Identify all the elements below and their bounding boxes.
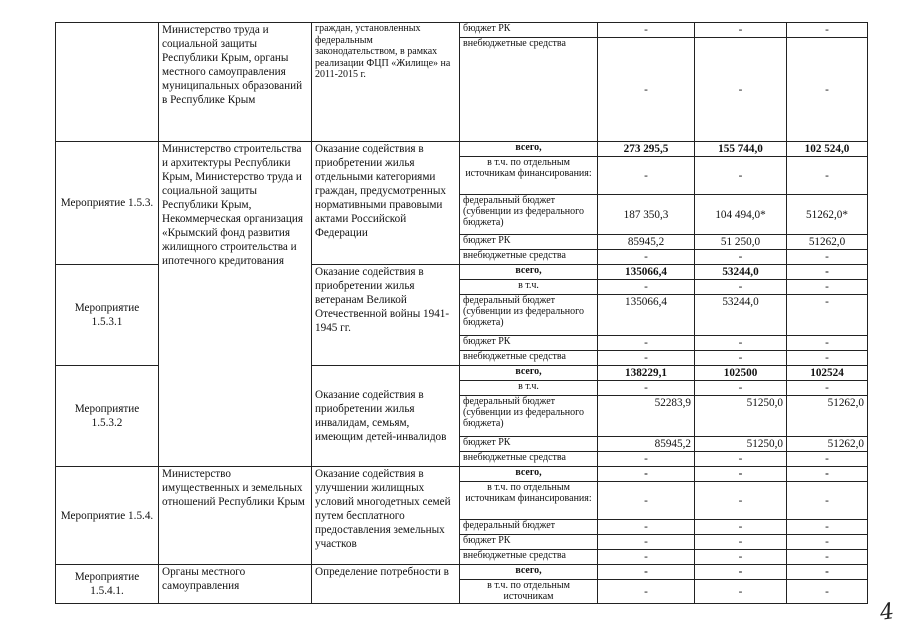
value-year-2: - (787, 535, 868, 550)
value-year-1: - (695, 250, 787, 265)
value-year-1: - (695, 565, 787, 580)
value-year-1: - (695, 38, 787, 142)
measure-id: Мероприятие 1.5.3.1 (56, 265, 159, 366)
measure-id (56, 23, 159, 142)
value-year-1: - (695, 452, 787, 467)
value-total: - (598, 580, 695, 604)
funding-source: федеральный бюджет (субвенции из федерального бюджета) (460, 295, 598, 336)
value-year-1: 53244,0 (695, 265, 787, 280)
value-year-2: 51262,0 (787, 396, 868, 437)
value-total: - (598, 452, 695, 467)
funding-source: бюджет РК (460, 23, 598, 38)
funding-source: федеральный бюджет (субвенции из федерального бюджета) (460, 195, 598, 235)
value-total: - (598, 535, 695, 550)
value-year-1: - (695, 336, 787, 351)
value-year-1: 51250,0 (695, 437, 787, 452)
value-year-2: - (787, 565, 868, 580)
page-number: 4 (878, 599, 896, 626)
funding-source: внебюджетные средства (460, 452, 598, 467)
funding-source-total: всего, (460, 565, 598, 580)
value-year-2: - (787, 482, 868, 520)
value-total: 52283,9 (598, 396, 695, 437)
value-year-1: 104 494,0* (695, 195, 787, 235)
measure-id: Мероприятие 1.5.4.1. (56, 565, 159, 604)
funding-source: внебюджетные средства (460, 250, 598, 265)
funding-source: федеральный бюджет (субвенции из федерального бюджета) (460, 396, 598, 437)
value-total: 85945,2 (598, 437, 695, 452)
value-year-1: - (695, 550, 787, 565)
value-year-1: 155 744,0 (695, 142, 787, 157)
funding-source: бюджет РК (460, 535, 598, 550)
measure-id: Мероприятие 1.5.3.2 (56, 366, 159, 467)
value-year-2: - (787, 250, 868, 265)
funding-source: федеральный бюджет (460, 520, 598, 535)
value-year-2: - (787, 336, 868, 351)
measure-name: граждан, установленных федеральным законодательством, в рамках реализации ФЦП «Жилище» на 2011-2015 г. (312, 23, 460, 142)
value-total: - (598, 250, 695, 265)
program-measures-table (55, 22, 868, 604)
funding-source: в т.ч. (460, 280, 598, 295)
funding-source-total: всего, (460, 467, 598, 482)
value-year-1: 102500 (695, 366, 787, 381)
value-year-2: - (787, 550, 868, 565)
value-year-2: - (787, 580, 868, 604)
measure-id: Мероприятие 1.5.4. (56, 467, 159, 565)
responsible-executor: Органы местного самоуправления (159, 565, 312, 604)
value-total: - (598, 381, 695, 396)
funding-source: в т.ч. (460, 381, 598, 396)
funding-source: бюджет РК (460, 336, 598, 351)
value-total: - (598, 520, 695, 535)
value-total: - (598, 351, 695, 366)
value-total: 273 295,5 (598, 142, 695, 157)
value-total: - (598, 565, 695, 580)
value-year-2: - (787, 38, 868, 142)
funding-source: внебюджетные средства (460, 550, 598, 565)
value-total: - (598, 467, 695, 482)
measure-name: Оказание содействия в улучшении жилищных условий многодетных семей путем бесплатного предоставления земельных участков (312, 467, 460, 565)
value-year-2: - (787, 520, 868, 535)
value-year-1: - (695, 351, 787, 366)
funding-source: внебюджетные средства (460, 351, 598, 366)
value-year-2: 51262,0 (787, 235, 868, 250)
value-year-2: - (787, 23, 868, 38)
value-year-1: - (695, 535, 787, 550)
value-year-1: - (695, 280, 787, 295)
responsible-executor: Министерство труда и социальной защиты Республики Крым, органы местного самоуправления муниципальных образований в Республике Крым (159, 23, 312, 142)
measure-name: Оказание содействия в приобретении жилья отдельными категориями граждан, предусмотренных нормативными правовыми актами Российской Федерации (312, 142, 460, 265)
value-year-1: 51250,0 (695, 396, 787, 437)
value-year-2: - (787, 295, 868, 336)
value-year-2: 102 524,0 (787, 142, 868, 157)
value-total: 85945,2 (598, 235, 695, 250)
value-year-2: - (787, 157, 868, 195)
value-year-2: 51262,0* (787, 195, 868, 235)
value-year-2: 51262,0 (787, 437, 868, 452)
measure-name: Оказание содействия в приобретении жилья ветеранам Великой Отечественной войны 1941-1945 гг. (312, 265, 460, 366)
responsible-executor: Министерство имущественных и земельных отношений Республики Крым (159, 467, 312, 565)
value-year-1: - (695, 482, 787, 520)
value-year-2: - (787, 351, 868, 366)
funding-source: бюджет РК (460, 437, 598, 452)
value-total: - (598, 482, 695, 520)
value-total: 138229,1 (598, 366, 695, 381)
funding-source: в т.ч. по отдельным источникам финансирования: (460, 482, 598, 520)
measure-id: Мероприятие 1.5.3. (56, 142, 159, 265)
value-year-1: - (695, 157, 787, 195)
value-year-2: - (787, 265, 868, 280)
value-year-1: - (695, 580, 787, 604)
value-total: 187 350,3 (598, 195, 695, 235)
funding-source-total: всего, (460, 142, 598, 157)
value-year-2: - (787, 280, 868, 295)
value-total: - (598, 550, 695, 565)
value-year-1: 53244,0 (695, 295, 787, 336)
value-year-2: - (787, 452, 868, 467)
value-year-2: 102524 (787, 366, 868, 381)
funding-source: бюджет РК (460, 235, 598, 250)
value-year-1: - (695, 467, 787, 482)
value-total: - (598, 38, 695, 142)
value-total: 135066,4 (598, 295, 695, 336)
value-total: - (598, 23, 695, 38)
value-total: - (598, 157, 695, 195)
measure-name: Определение потребности в (312, 565, 460, 604)
value-total: - (598, 280, 695, 295)
value-year-2: - (787, 381, 868, 396)
value-total: - (598, 336, 695, 351)
value-year-1: - (695, 381, 787, 396)
value-total: 135066,4 (598, 265, 695, 280)
measure-name: Оказание содействия в приобретении жилья инвалидам, семьям, имеющим детей-инвалидов (312, 366, 460, 467)
funding-source-total: всего, (460, 366, 598, 381)
value-year-2: - (787, 467, 868, 482)
value-year-1: 51 250,0 (695, 235, 787, 250)
funding-source: в т.ч. по отдельным источникам финансирования: (460, 157, 598, 195)
responsible-executor: Министерство строительства и архитектуры Республики Крым, Министерство труда и социальной защиты Республики Крым, Некоммерческая организация «Крымский фонд развития жилищного строительства и ипотечного кредитования (159, 142, 312, 467)
funding-source: в т.ч. по отдельным источникам (460, 580, 598, 604)
funding-source-total: всего, (460, 265, 598, 280)
value-year-1: - (695, 23, 787, 38)
value-year-1: - (695, 520, 787, 535)
funding-source: внебюджетные средства (460, 38, 598, 142)
